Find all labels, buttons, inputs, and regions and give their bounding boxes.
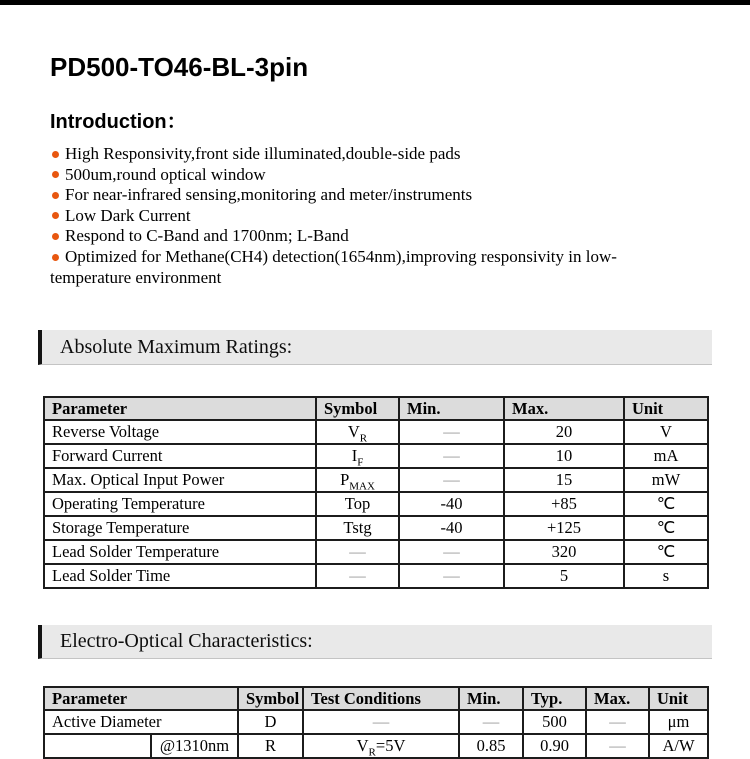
cell: — xyxy=(303,710,459,734)
cell: Reverse Voltage xyxy=(44,420,316,444)
cell: — xyxy=(399,564,504,588)
cell: 10 xyxy=(504,444,624,468)
cell: @1310nm xyxy=(151,734,238,758)
table-row xyxy=(44,564,708,588)
cell: Lead Solder Time xyxy=(44,564,316,588)
section-header-absolute-maximum-ratings xyxy=(38,330,712,365)
feature-item xyxy=(50,206,664,227)
table-row xyxy=(44,710,708,734)
bullet-icon xyxy=(52,233,59,240)
bullet-icon xyxy=(52,171,59,178)
introduction-heading: Introduction： xyxy=(50,111,187,133)
header-cell: Test Conditions xyxy=(303,687,459,710)
cell: ℃ xyxy=(624,516,708,540)
cell: V xyxy=(624,420,708,444)
bullet-icon xyxy=(52,151,59,158)
cell: 20 xyxy=(504,420,624,444)
bullet-icon xyxy=(52,212,59,219)
header-cell: Max. xyxy=(504,397,624,420)
cell: mA xyxy=(624,444,708,468)
cell: — xyxy=(399,468,504,492)
feature-item xyxy=(50,144,664,165)
cell: 15 xyxy=(504,468,624,492)
bullet-icon xyxy=(52,192,59,199)
cell: 0.85 xyxy=(459,734,523,758)
table-row xyxy=(44,540,708,564)
cell: s xyxy=(624,564,708,588)
cell: $V_R$ xyxy=(316,420,399,444)
header-cell: Parameter xyxy=(44,687,238,710)
feature-item-text: Optimized for Methane(CH4) detection(1654nm),improving responsivity in low-temperature environment xyxy=(50,246,617,287)
header-cell: Parameter xyxy=(44,397,316,420)
cell: A/W xyxy=(649,734,708,758)
cell: 0.90 xyxy=(523,734,586,758)
cell: μm xyxy=(649,710,708,734)
table-row xyxy=(44,734,708,758)
electro-optical-table xyxy=(43,686,709,759)
cell: Forward Current xyxy=(44,444,316,468)
feature-item xyxy=(50,247,664,288)
cell: Top xyxy=(316,492,399,516)
feature-item-text: High Responsivity,front side illuminated,double-side pads xyxy=(65,144,461,163)
cell: Storage Temperature xyxy=(44,516,316,540)
header-cell: Min. xyxy=(399,397,504,420)
cell: — xyxy=(586,710,649,734)
page-title: PD500-TO46-BL-3pin xyxy=(50,52,309,82)
table-header-row xyxy=(44,397,708,420)
cell: +85 xyxy=(504,492,624,516)
header-cell: Symbol xyxy=(238,687,303,710)
bullet-icon xyxy=(52,254,59,261)
cell: — xyxy=(399,444,504,468)
table-row xyxy=(44,420,708,444)
section-title: Electro-Optical Characteristics: xyxy=(60,630,313,652)
header-cell: Unit xyxy=(649,687,708,710)
cell: Active Diameter xyxy=(44,710,238,734)
cell: Tstg xyxy=(316,516,399,540)
cell: mW xyxy=(624,468,708,492)
cell: D xyxy=(238,710,303,734)
table-row xyxy=(44,468,708,492)
table-row xyxy=(44,516,708,540)
table-header-row xyxy=(44,687,708,710)
cell xyxy=(44,734,151,758)
feature-item xyxy=(50,165,664,186)
cell: Operating Temperature xyxy=(44,492,316,516)
cell: $P_{MAX}$ xyxy=(316,468,399,492)
cell: — xyxy=(586,734,649,758)
cell: Max. Optical Input Power xyxy=(44,468,316,492)
header-cell: Unit xyxy=(624,397,708,420)
cell: — xyxy=(316,540,399,564)
top-border-bar xyxy=(0,0,750,5)
feature-item-text: Low Dark Current xyxy=(65,205,191,225)
feature-item xyxy=(50,226,664,247)
section-title: Absolute Maximum Ratings: xyxy=(60,335,293,358)
section-header-electro-optical-characteristics xyxy=(38,625,712,659)
absolute-maximum-ratings-table xyxy=(43,396,709,589)
header-cell: Max. xyxy=(586,687,649,710)
cell: — xyxy=(399,420,504,444)
cell: R xyxy=(238,734,303,758)
cell: ℃ xyxy=(624,492,708,516)
cell: $I_F$ xyxy=(316,444,399,468)
cell: 320 xyxy=(504,540,624,564)
cell: Lead Solder Temperature xyxy=(44,540,316,564)
cell: +125 xyxy=(504,516,624,540)
table-row xyxy=(44,492,708,516)
cell: ℃ xyxy=(624,540,708,564)
cell: — xyxy=(459,710,523,734)
cell: — xyxy=(399,540,504,564)
cell: $V_R=5V$ xyxy=(303,734,459,758)
cell: -40 xyxy=(399,492,504,516)
cell: -40 xyxy=(399,516,504,540)
feature-item-text: For near-infrared sensing,monitoring and meter/instruments xyxy=(65,185,473,205)
feature-list xyxy=(50,144,664,288)
header-cell: Min. xyxy=(459,687,523,710)
table-row xyxy=(44,444,708,468)
feature-item-text: 500um,round optical window xyxy=(65,164,266,184)
cell: 500 xyxy=(523,710,586,734)
cell: 5 xyxy=(504,564,624,588)
header-cell: Typ. xyxy=(523,687,586,710)
cell: — xyxy=(316,564,399,588)
feature-item-text: Respond to C-Band and 1700nm; L-Band xyxy=(65,226,349,246)
feature-item xyxy=(50,185,664,206)
header-cell: Symbol xyxy=(316,397,399,420)
